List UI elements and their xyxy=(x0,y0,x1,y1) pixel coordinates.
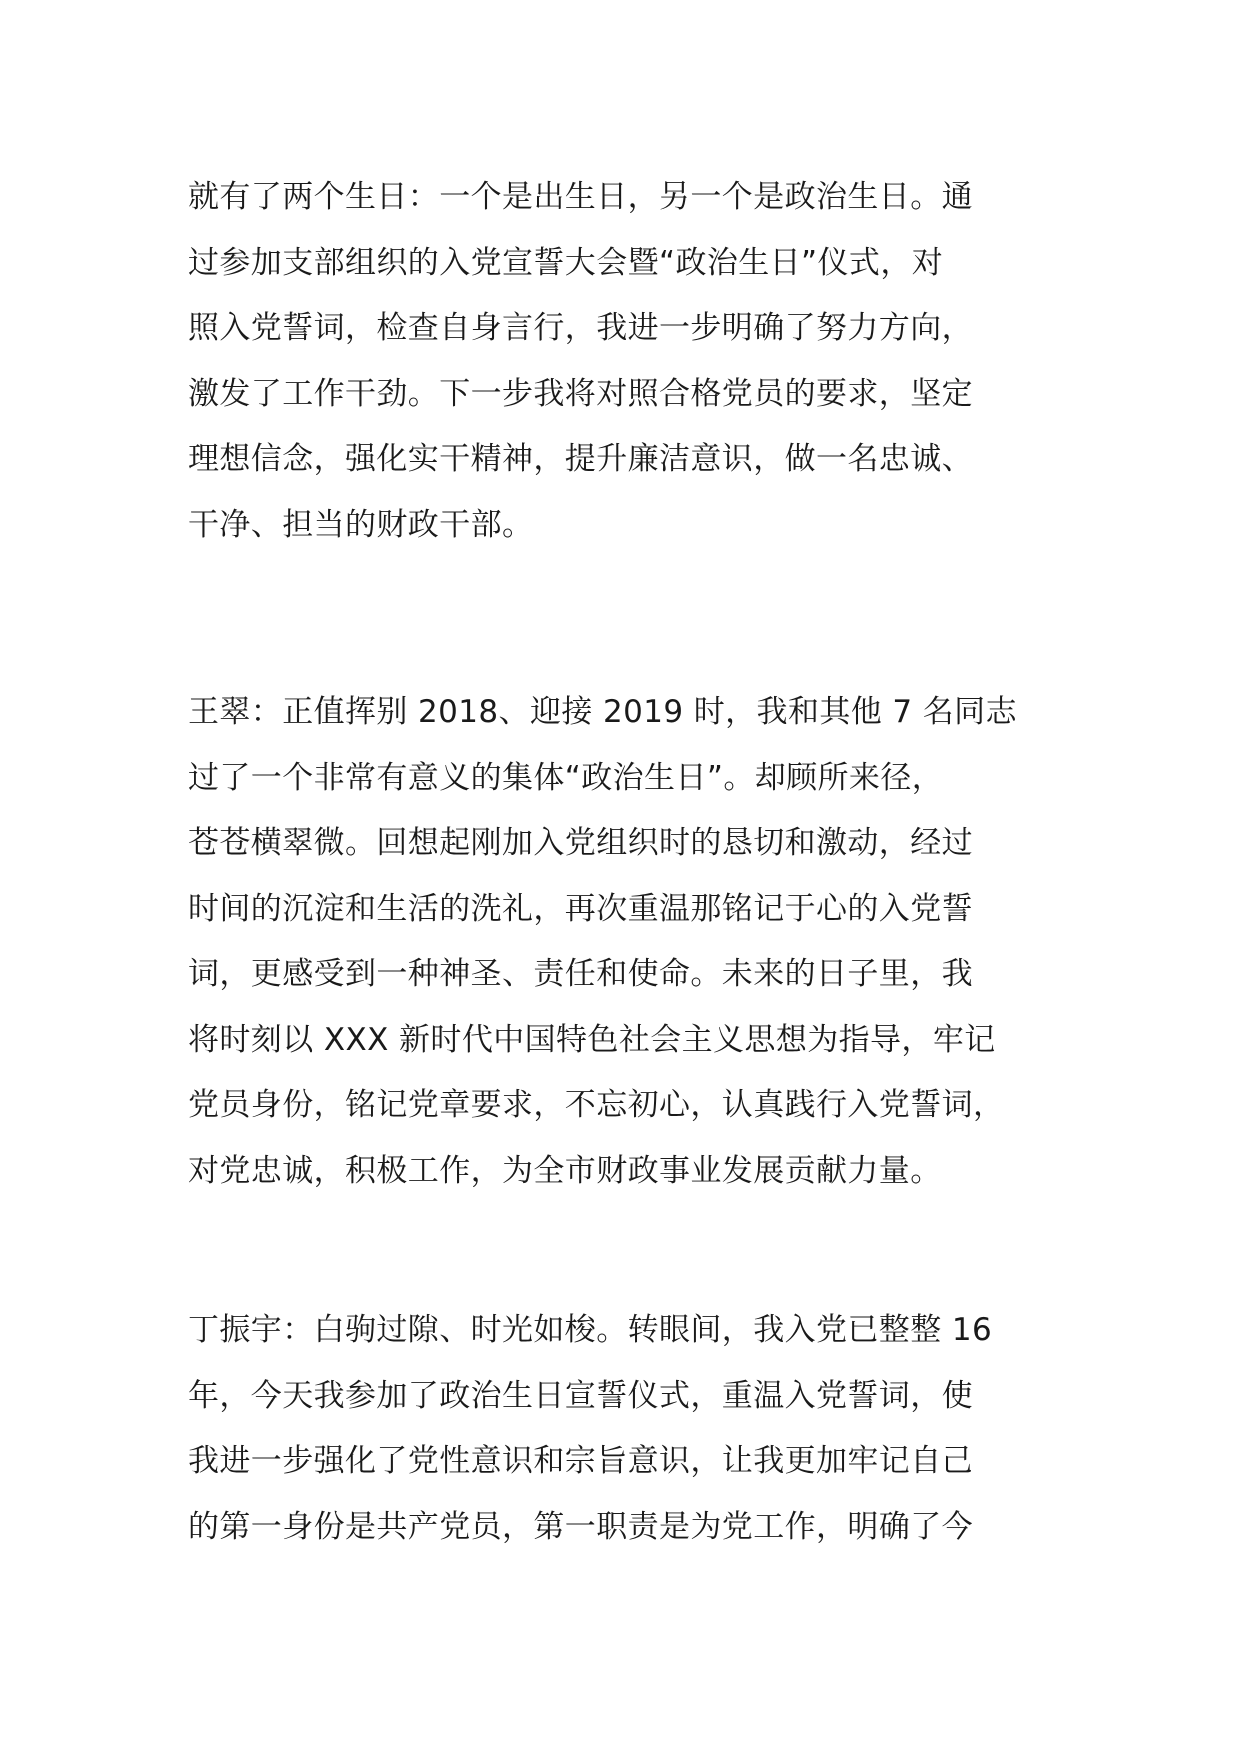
text-line: 的第一身份是共产党员，第一职责是为党工作，明确了今 xyxy=(188,1508,973,1545)
paragraph-wang-cui xyxy=(188,680,1088,1204)
text-line: 干净、担当的财政干部。 xyxy=(188,506,534,543)
text-line: 我进一步强化了党性意识和宗旨意识，让我更加牢记自己 xyxy=(188,1443,973,1479)
text-line: 王翠：正值挥别 2018、迎接 2019 时，我和其他 7 名同志 xyxy=(188,694,1017,730)
text-line: 将时刻以 XXX 新时代中国特色社会主义思想为指导，牢记 xyxy=(188,1021,996,1058)
text-line: 对党忠诚，积极工作，为全市财政事业发展贡献力量。 xyxy=(188,1152,942,1189)
text-line: 就有了两个生日：一个是出生日，另一个是政治生日。通 xyxy=(188,179,973,215)
text-line: 激发了工作干劲。下一步我将对照合格党员的要求，坚定 xyxy=(188,375,973,412)
text-line: 年，今天我参加了政治生日宣誓仪式，重温入党誓词，使 xyxy=(188,1377,973,1414)
text-line: 过参加支部组织的入党宣誓大会暨“政治生日”仪式，对 xyxy=(188,244,944,281)
text-line: 丁振宇：白驹过隙、时光如梭。转眼间，我入党已整整 16 xyxy=(188,1312,993,1348)
text-line: 词，更感受到一种神圣、责任和使命。未来的日子里，我 xyxy=(188,956,973,992)
text-line: 苍苍横翠微。回想起刚加入党组织时的恳切和激动，经过 xyxy=(188,825,973,861)
text-line: 理想信念，强化实干精神，提升廉洁意识，做一名忠诚、 xyxy=(188,441,973,477)
text-line: 时间的沉淀和生活的洗礼，再次重温那铭记于心的入党誓 xyxy=(188,890,973,927)
paragraph-ding-zhenyu xyxy=(188,1298,1088,1560)
paragraph-political-birthday xyxy=(188,165,1088,558)
text-line: 照入党誓词，检查自身言行，我进一步明确了努力方向， xyxy=(188,310,973,346)
text-line: 过了一个非常有意义的集体“政治生日”。却顾所来径， xyxy=(188,759,944,796)
text-line: 党员身份，铭记党章要求，不忘初心，认真践行入党誓词， xyxy=(188,1087,1005,1123)
